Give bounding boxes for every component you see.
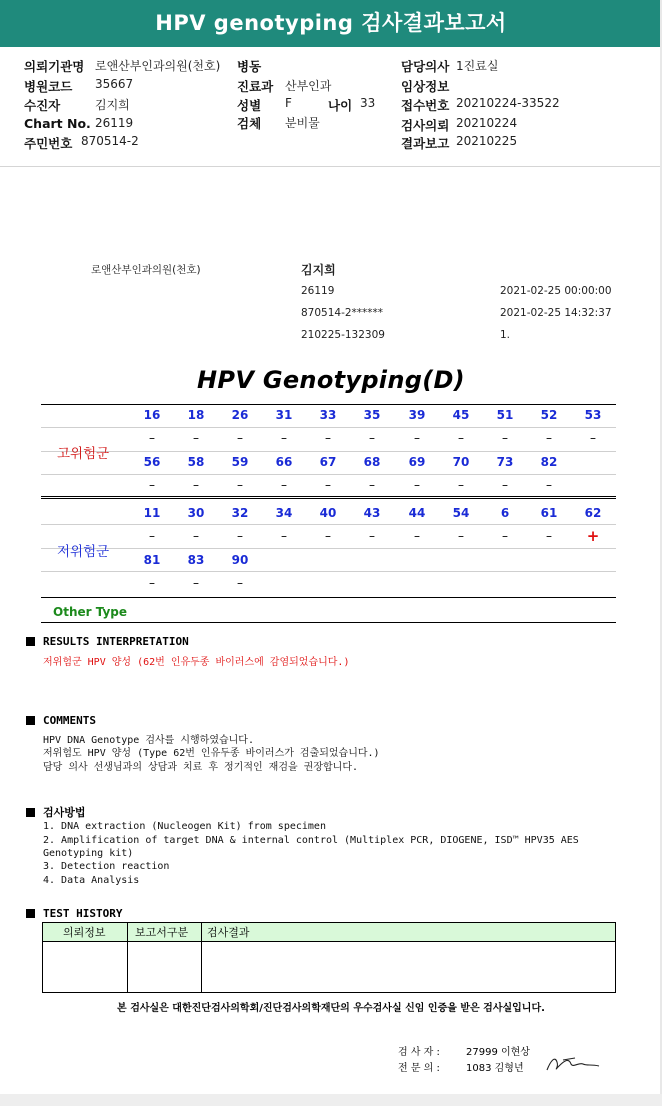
hpv-result-18: – (193, 431, 199, 445)
info-label: 결과보고 (401, 136, 450, 151)
header-divider (0, 166, 662, 167)
table-rule (41, 622, 616, 623)
hpv-result-39: – (414, 431, 420, 445)
hpv-type-68: 68 (363, 455, 381, 469)
hpv-result-82: – (546, 478, 552, 492)
history-col-request: 의뢰정보 (63, 926, 106, 939)
hpv-result-59: – (237, 478, 243, 492)
method-heading: 검사방법 (26, 804, 86, 820)
hpv-result-73: – (502, 478, 508, 492)
table-rule (41, 427, 616, 428)
hpv-type-82: 82 (540, 455, 558, 469)
info-value: 20210225 (456, 134, 518, 148)
bullet-square-icon (26, 637, 35, 646)
table-rule (41, 451, 616, 452)
comment-line: 저위험도 HPV 양성 (Type 62번 인유두종 바이러스가 검출되었습니다.) (43, 748, 380, 759)
info-value: 20210224-33522 (456, 96, 560, 110)
info-label: 담당의사 (401, 59, 450, 74)
table-rule (41, 548, 616, 549)
history-heading: TEST HISTORY (26, 907, 122, 920)
info-label: 성별 (237, 98, 262, 113)
bullet-square-icon (26, 808, 35, 817)
hpv-result-81: – (149, 576, 155, 590)
hpv-result-52: – (546, 431, 552, 445)
patient-receipt: 210225-132309 (301, 329, 385, 341)
hpv-type-53: 53 (584, 408, 602, 422)
info-label: 의뢰기관명 (24, 59, 85, 74)
hpv-type-43: 43 (363, 506, 381, 520)
hpv-result-66: – (281, 478, 287, 492)
hpv-type-52: 52 (540, 408, 558, 422)
history-col-report-type: 보고서구분 (135, 926, 189, 939)
info-value: 김지희 (95, 98, 130, 112)
hpv-type-31: 31 (275, 408, 293, 422)
table-rule (41, 496, 616, 499)
info-value: 로앤산부인과의원(천호) (95, 59, 221, 73)
hpv-result-33: – (325, 431, 331, 445)
info-label: 검체 (237, 116, 262, 131)
hpv-type-40: 40 (319, 506, 337, 520)
history-col-result: 검사결과 (207, 926, 250, 939)
hpv-type-45: 45 (452, 408, 470, 422)
hpv-type-34: 34 (275, 506, 293, 520)
bullet-square-icon (26, 716, 35, 725)
method-line: 4. Data Analysis (43, 875, 140, 886)
specialist-label: 전 문 의 : (398, 1063, 440, 1074)
comment-line: HPV DNA Genotype 검사를 시행하였습니다. (43, 735, 254, 746)
high-risk-label: 고위험군 (57, 446, 110, 462)
hpv-result-34: – (281, 529, 287, 543)
hpv-result-67: – (325, 478, 331, 492)
hpv-type-32: 32 (231, 506, 249, 520)
hpv-result-26: – (237, 431, 243, 445)
table-rule (41, 597, 616, 598)
hpv-result-43: – (369, 529, 375, 543)
hpv-type-33: 33 (319, 408, 337, 422)
info-value: 870514-2 (81, 134, 139, 148)
patient-hospital: 로앤산부인과의원(천호) (91, 264, 201, 276)
other-type-label: Other Type (53, 605, 128, 619)
method-line: 2. Amplification of target DNA & internal control (Multiplex PCR, DIOGENE, ISD™ HPV35 AES (43, 835, 579, 846)
hpv-type-70: 70 (452, 455, 470, 469)
info-label: 수진자 (24, 98, 61, 113)
info-value: 20210224 (456, 116, 518, 130)
table-rule (41, 474, 616, 475)
info-value: 1진료실 (456, 59, 499, 73)
hpv-result-69: – (414, 478, 420, 492)
hpv-type-58: 58 (187, 455, 205, 469)
patient-name: 김지희 (301, 263, 336, 277)
bullet-square-icon (26, 909, 35, 918)
report-title: HPV genotyping 검사결과보고서 (0, 0, 662, 47)
hpv-result-16: – (149, 431, 155, 445)
hpv-result-40: – (325, 529, 331, 543)
hpv-type-11: 11 (143, 506, 161, 520)
hpv-type-16: 16 (143, 408, 161, 422)
info-value: 산부인과 (285, 79, 332, 93)
hpv-type-26: 26 (231, 408, 249, 422)
hpv-type-18: 18 (187, 408, 205, 422)
hpv-type-30: 30 (187, 506, 205, 520)
method-line: 1. DNA extraction (Nucleogen Kit) from specimen (43, 821, 326, 832)
hpv-result-35: – (369, 431, 375, 445)
method-line: Genotyping kit) (43, 848, 134, 859)
comments-heading: COMMENTS (26, 714, 96, 727)
table-rule (41, 524, 616, 525)
hpv-result-30: – (193, 529, 199, 543)
patient-chart: 26119 (301, 285, 335, 297)
info-label: 병동 (237, 59, 262, 74)
order-info (0, 47, 662, 167)
table-rule (41, 404, 616, 405)
certification-note: 본 검사실은 대한진단검사의학회/진단검사의학재단의 우수검사실 신임 인증을 받은 검사실입니다. (117, 1003, 545, 1014)
hpv-result-32: – (237, 529, 243, 543)
method-line: 3. Detection reaction (43, 861, 170, 872)
results-text: 저위험군 HPV 양성 (62번 인유두종 바이러스에 감염되었습니다.) (43, 657, 350, 668)
hpv-type-59: 59 (231, 455, 249, 469)
hpv-result-68: – (369, 478, 375, 492)
hpv-type-73: 73 (496, 455, 514, 469)
hpv-type-90: 90 (231, 553, 249, 567)
info-label: 접수번호 (401, 98, 450, 113)
page-bottom-strip (0, 1094, 662, 1106)
hpv-result-61: – (546, 529, 552, 543)
results-heading: RESULTS INTERPRETATION (26, 635, 189, 648)
age-label: 나이 (328, 98, 353, 113)
info-value: 35667 (95, 77, 134, 91)
specialist-name: 1083 김형년 (466, 1063, 524, 1074)
hpv-result-70: – (458, 478, 464, 492)
hpv-type-66: 66 (275, 455, 293, 469)
hpv-result-58: – (193, 478, 199, 492)
tester-label: 검 사 자 : (398, 1047, 440, 1058)
hpv-type-83: 83 (187, 553, 205, 567)
hpv-result-11: – (149, 529, 155, 543)
hpv-type-62: 62 (584, 506, 602, 520)
hpv-result-31: – (281, 431, 287, 445)
history-header-row (43, 923, 615, 942)
hpv-result-45: – (458, 431, 464, 445)
info-value: F (285, 96, 292, 110)
patient-date-2: 2021-02-25 14:32:37 (500, 307, 612, 319)
info-value: 분비물 (285, 116, 320, 130)
hpv-result-62: + (586, 527, 600, 545)
hpv-type-61: 61 (540, 506, 558, 520)
info-label: 진료과 (237, 79, 274, 94)
hpv-type-6: 6 (500, 506, 510, 520)
info-label: 병원코드 (24, 79, 73, 94)
hpv-type-35: 35 (363, 408, 381, 422)
hpv-result-90: – (237, 576, 243, 590)
hpv-result-53: – (590, 431, 596, 445)
hpv-type-56: 56 (143, 455, 161, 469)
info-value: 26119 (95, 116, 134, 130)
age-value: 33 (360, 96, 376, 110)
table-rule (41, 571, 616, 572)
info-label: 임상정보 (401, 79, 450, 94)
hpv-type-81: 81 (143, 553, 161, 567)
hpv-type-54: 54 (452, 506, 470, 520)
hpv-result-56: – (149, 478, 155, 492)
hpv-result-83: – (193, 576, 199, 590)
hpv-type-39: 39 (408, 408, 426, 422)
table-divider (201, 923, 202, 992)
genotyping-title: HPV Genotyping(D) (197, 366, 465, 394)
hpv-result-6: – (502, 529, 508, 543)
hpv-result-54: – (458, 529, 464, 543)
info-label: 검사의뢰 (401, 118, 450, 133)
signature-icon (545, 1052, 601, 1074)
comment-line: 담당 의사 선생님과의 상담과 치료 후 정기적인 재검을 권장합니다. (43, 762, 359, 773)
hpv-type-44: 44 (408, 506, 426, 520)
patient-date-1: 2021-02-25 00:00:00 (500, 285, 612, 297)
hpv-result-51: – (502, 431, 508, 445)
tester-name: 27999 이현상 (466, 1047, 530, 1058)
info-label: 주민번호 (24, 136, 73, 151)
low-risk-label: 저위험군 (57, 544, 110, 560)
info-label: Chart No. (24, 116, 91, 131)
patient-page: 1. (500, 329, 511, 341)
history-table (42, 922, 616, 993)
hpv-result-44: – (414, 529, 420, 543)
patient-id-number: 870514-2****** (301, 307, 384, 319)
hpv-type-51: 51 (496, 408, 514, 422)
hpv-type-67: 67 (319, 455, 337, 469)
hpv-type-69: 69 (408, 455, 426, 469)
table-divider (127, 923, 128, 992)
